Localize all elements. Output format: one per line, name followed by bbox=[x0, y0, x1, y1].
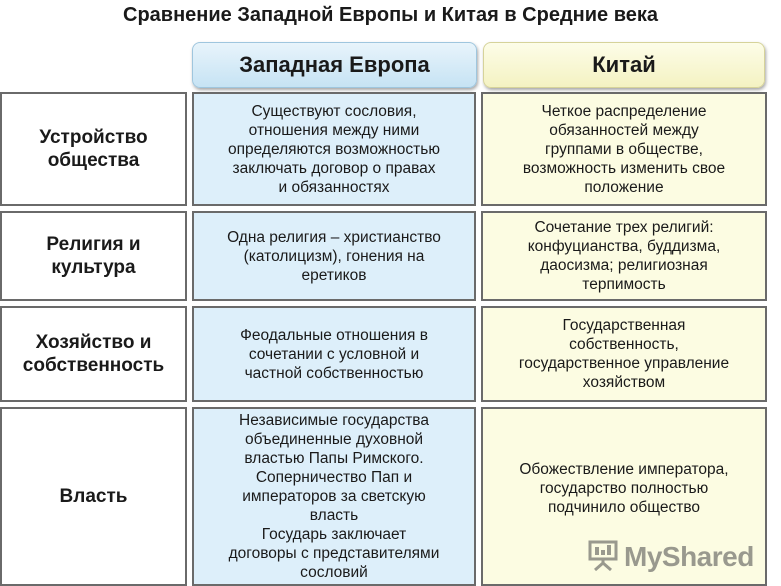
row-label-text: Хозяйство и собственность bbox=[22, 332, 165, 376]
cell-china-economy bbox=[481, 306, 767, 402]
cell-text: Независимые государства объединенные духовной властью Папы Римского. Соперничество Пап и императоров за светскую власть Государь заключает договоры с представителями сословий bbox=[228, 412, 440, 581]
page-title: Сравнение Западной Европы и Китая в Средние века bbox=[123, 4, 658, 26]
cell-text: Одна религия – христианство (католицизм), гонения на еретиков bbox=[227, 228, 441, 284]
cell-text: Обожествление императора, государство полностью подчинило общество bbox=[519, 461, 729, 516]
cell-text: Феодальные отношения в сочетании с условной и частной собственностью bbox=[240, 326, 428, 382]
cell-china-society bbox=[481, 92, 767, 206]
cell-europe-power bbox=[192, 407, 476, 586]
cell-text: Существуют сословия, отношения между ними определяются возможностью заключать договор о правах и обязанностях bbox=[228, 102, 440, 196]
cell-europe-economy bbox=[192, 306, 476, 402]
cell-text: Государственная собственность, государственное управление хозяйством bbox=[518, 317, 730, 391]
row-label-text: Религия и культура bbox=[46, 234, 141, 278]
row-label-society bbox=[0, 92, 187, 206]
row-label-text: Устройство общества bbox=[39, 127, 148, 171]
presentation-board-icon bbox=[588, 539, 618, 576]
column-header-china: Китай bbox=[483, 42, 765, 88]
column-header-europe: Западная Европа bbox=[192, 42, 477, 88]
cell-text: Сочетание трех религий: конфуцианства, буддизма, даосизма; религиозная терпимость bbox=[527, 219, 721, 293]
row-label-power bbox=[0, 407, 187, 586]
cell-europe-religion bbox=[192, 211, 476, 301]
row-label-economy bbox=[0, 306, 187, 402]
cell-text: Четкое распределение обязанностей между группами в обществе, возможность изменить свое положение bbox=[522, 102, 726, 196]
row-label-religion bbox=[0, 211, 187, 301]
cell-europe-society bbox=[192, 92, 476, 206]
row-label-text: Власть bbox=[59, 486, 128, 507]
watermark-text: MyShared bbox=[624, 541, 754, 572]
watermark bbox=[588, 537, 754, 577]
cell-china-religion bbox=[481, 211, 767, 301]
